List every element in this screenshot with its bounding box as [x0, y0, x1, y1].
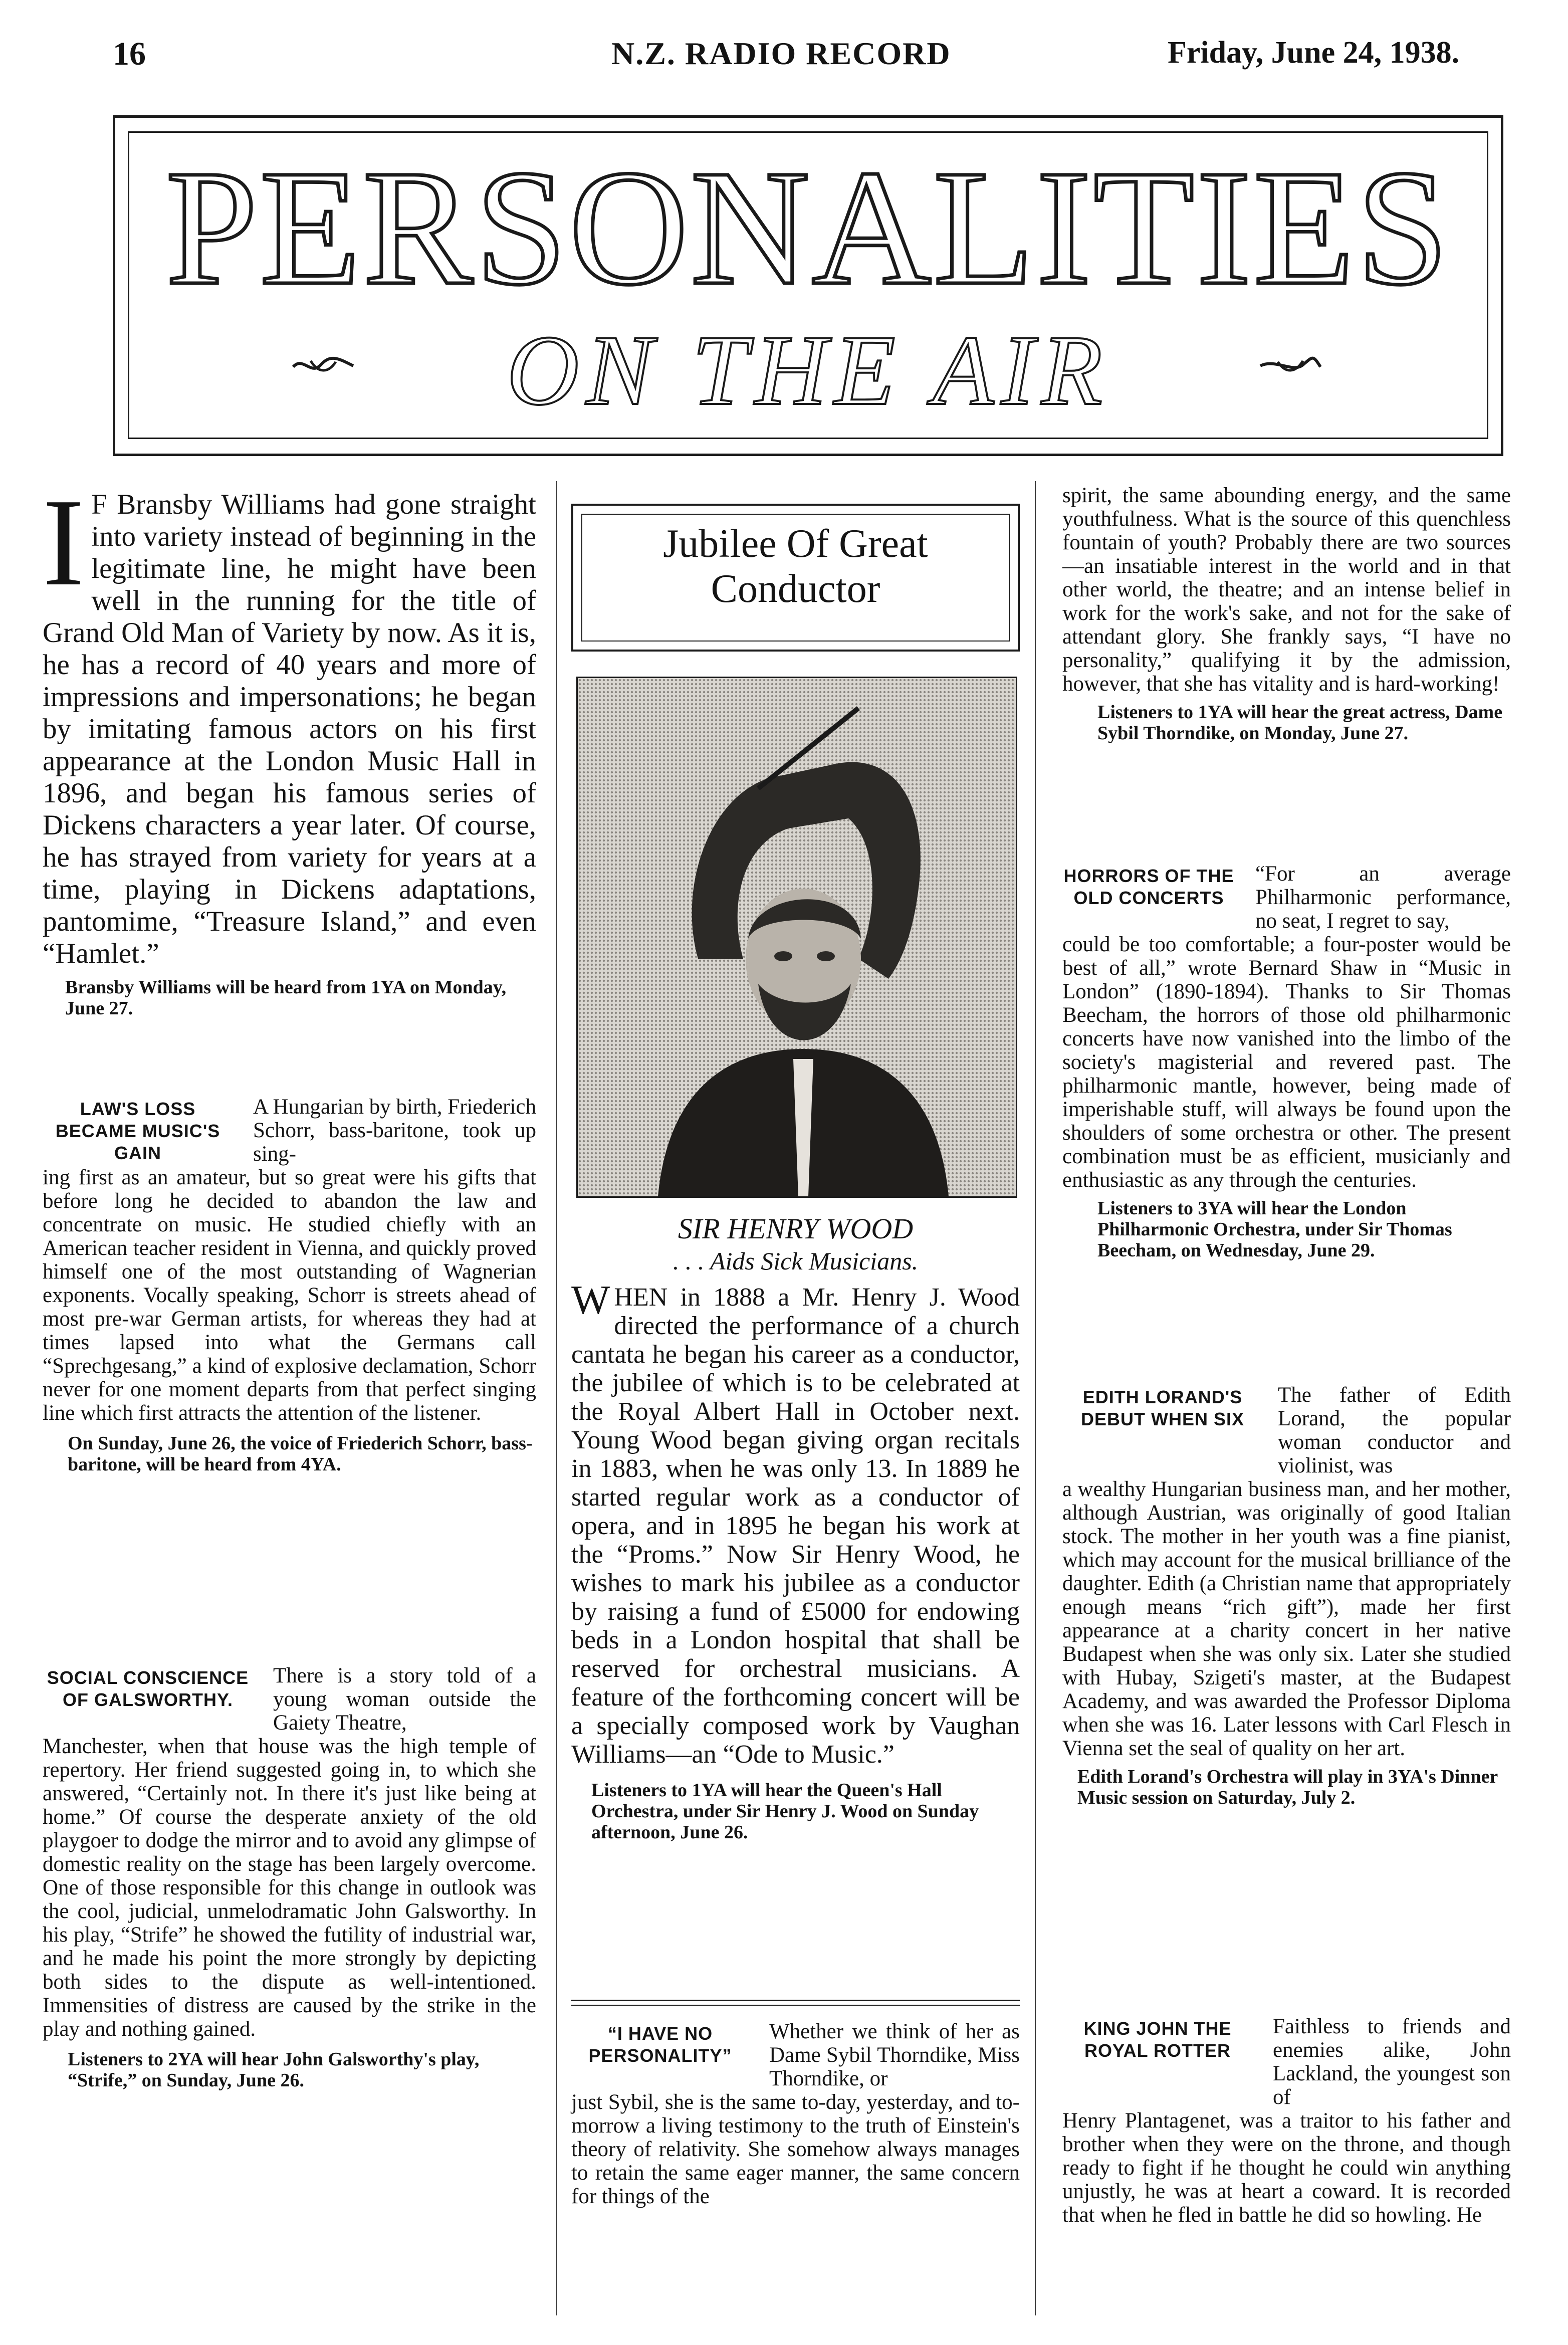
henry-wood-body-text: HEN in 1888 a Mr. Henry J. Wood directed the performance of a church cantata he began his career as a conductor, the jubilee of which is to be celebrated at the Royal Albert Hall in October next. Young Wood began giving organ recitals in 1883, when he was only 13. In 1889 he started regular work as a conductor of opera, and in 1895 he began his work at the “Proms.” Now Sir Henry Wood, he wishes to mark his jubilee as a conductor by raising a fund of £5000 for endowing beds in a London hospital that shall be reserved for orchestral musicians. A feature of the forthcoming concert will be a specially composed work by Vaughan Williams—an “Ode to Music.”	[571, 1283, 1020, 1769]
schorr-broadcast-note: On Sunday, June 26, the voice of Friederich Schorr, bass-baritone, will be heard from 4YA.	[68, 1433, 533, 1475]
beecham-body-text: could be too comfortable; a four-poster would be best of all,” wrote Bernard Shaw in “Music in London” (1890-1894). Thanks to Sir Thomas Beecham, the horrors of those old philharmonic concerts have now vanished into the limbo of the society's magisterial and revered past. The philharmonic mantle, however, being made of imperishable stuff, will always be found upon the shoulders of some orchestra or other. The present combination must be as efficient, musicianly and enthusiastic as any through the centuries.	[1062, 933, 1511, 1192]
schorr-subhead: LAW'S LOSS BECAME MUSIC'S GAIN	[55, 1099, 220, 1163]
beecham-lead-text: “For an average Philharmonic performance, no seat, I regret to say,	[1255, 862, 1511, 933]
schorr-body-text: ing first as an amateur, but so great were his gifts that before long he decided to abandon the law and concentrate on music. He studied chiefly with an American teacher resident in Vienna, and quickly proved himself one of the most outstanding of Wagnerian exponents. Vocally speaking, Schorr is streets ahead of most pre-war German artists, for whereas they had at times lapsed into what the Germans call “Sprechgesang,” a kind of explosive declamation, Schorr never for one moment departs from that perfect singing line which first attracts the attention of the listener.	[43, 1166, 536, 1425]
king-john-lead-text: Faithless to friends and enemies alike, John Lackland, the youngest son of	[1273, 2015, 1511, 2109]
beecham-article	[1062, 862, 1511, 1261]
galsworthy-article	[43, 1664, 536, 2091]
jubilee-headline: Jubilee Of Great Conductor	[663, 522, 928, 611]
beecham-broadcast-note: Listeners to 3YA will hear the London Philharmonic Orchestra, under Sir Thomas Beecham, on Wednesday, June 29.	[1097, 1198, 1452, 1261]
masthead-title: PERSONALITIES	[165, 136, 1451, 319]
lorand-lead-text: The father of Edith Lorand, the popular woman conductor and violinist, was	[1278, 1383, 1511, 1477]
bransby-intro-text: F Bransby Williams had gone straight into variety instead of beginning in the legitimate line, he might have been well in the running for the title of Grand Old Man of Variety by now. As it is, he has a record of 40 years and more of impressions and impersonations; he began by imitating famous actors on his first appearance at the London Music Hall in 1896, and began his famous series of Dickens characters a year later. Of course, he has strayed from variety for years at a time, playing in Dickens adaptations, pantomime, “Treasure Island,” and even “Hamlet.”	[43, 489, 536, 969]
lead-letter: W	[571, 1277, 610, 1323]
photo-caption-sub: . . . Aids Sick Musicians.	[673, 1247, 919, 1275]
masthead-subtitle: ON THE AIR	[507, 315, 1109, 426]
issue-date: Friday, June 24, 1938.	[1168, 36, 1460, 70]
king-john-body-text: Henry Plantagenet, was a traitor to his father and brother when they were on the throne, and though ready to fight if he thought he could win anything unjustly, he was at heart a coward. It is recorded that when he fled in battle he did so howling. He	[1062, 2109, 1511, 2227]
lorand-article	[1062, 1383, 1511, 1808]
lorand-body-text: a wealthy Hungarian business man, and her mother, although Austrian, was originally of good Italian stock. The mother in her youth was a fine pianist, which may account for the musical brilliance of the daughter. Edith (a Christian name that appropriately enough means “rich gift”), made her first appearance at a charity concert in her native Budapest when she was only six. Later she studied with Hubay, Szigeti's master, at the Budapest Academy, and was awarded the Professor Diploma when she was 16. Later lessons with Carl Flesch in Vienna set the seal of quality on her art.	[1062, 1477, 1511, 1760]
thorndike-continued	[1062, 484, 1511, 744]
page-number: 16	[113, 36, 146, 72]
beecham-subhead: HORRORS OF THE OLD CONCERTS	[1063, 866, 1234, 908]
galsworthy-lead-text: There is a story told of a young woman outside the Gaiety Theatre,	[273, 1664, 536, 1735]
thorndike-continued-text: spirit, the same abounding energy, and the same youthfulness. What is the source of this quenchless fountain of youth? Probably there are two sources —an insatiable interest in the world and in that other world, the theatre; and an intense belief in work for the work's sake, and not for the sake of attendant glory. She frankly says, “I have no personality,” qualifying it by the admission, however, that she has vitality and is hard-working!	[1062, 484, 1511, 696]
thorndike-lead-text: Whether we think of her as Dame Sybil Thorndike, Miss Thorndike, or	[769, 2020, 1020, 2090]
king-john-subhead: KING JOHN THE ROYAL ROTTER	[1083, 2018, 1232, 2061]
column-divider-2	[1035, 481, 1036, 2315]
galsworthy-subhead: SOCIAL CONSCIENCE OF GALSWORTHY.	[47, 1667, 249, 1710]
thorndike-article	[571, 2020, 1020, 2208]
column-divider-1	[556, 481, 557, 2315]
thorndike-body-text: just Sybil, she is the same to-day, yesterday, and to-morrow a living testimony to the truth of Einstein's theory of relativity. She somehow always manages to retain the same eager manner, the same concern for things of the	[571, 2090, 1020, 2208]
king-john-article	[1062, 2015, 1511, 2227]
section-rule-thin	[571, 2005, 1020, 2006]
thorndike-subhead: “I HAVE NO PERSONALITY”	[588, 2023, 732, 2066]
left-flourish-icon	[291, 351, 356, 381]
drop-cap: I	[43, 473, 85, 612]
conductor-portrait-image	[578, 678, 1016, 1196]
section-rule	[571, 2000, 1020, 2001]
lorand-broadcast-note: Edith Lorand's Orchestra will play in 3YA's Dinner Music session on Saturday, July 2.	[1077, 1766, 1498, 1808]
bransby-broadcast-note: Bransby Williams will be heard from 1YA on Monday, June 27.	[65, 977, 507, 1019]
lorand-subhead: EDITH LORAND'S DEBUT WHEN SIX	[1080, 1387, 1244, 1429]
publication-name: N.Z. RADIO RECORD	[611, 36, 951, 71]
henry-wood-article	[571, 1277, 1020, 1843]
schorr-lead-text: A Hungarian by birth, Friederich Schorr, bass-baritone, took up sing-	[253, 1095, 536, 1166]
right-flourish-icon	[1258, 351, 1323, 381]
schorr-article	[43, 1095, 536, 1475]
thorndike-broadcast-note: Listeners to 1YA will hear the great actress, Dame Sybil Thorndike, on Monday, June 27.	[1097, 702, 1503, 744]
photo-caption-name: SIR HENRY WOOD	[678, 1212, 914, 1245]
bransby-williams-article	[43, 473, 536, 1019]
galsworthy-broadcast-note: Listeners to 2YA will hear John Galsworthy's play, “Strife,” on Sunday, June 26.	[68, 2049, 480, 2091]
henry-wood-broadcast-note: Listeners to 1YA will hear the Queen's Hall Orchestra, under Sir Henry J. Wood on Sunday afternoon, June 26.	[591, 1780, 979, 1843]
sir-henry-wood-photo	[576, 677, 1017, 1198]
galsworthy-body-text: Manchester, when that house was the high temple of repertory. Her friend suggested going in, to which she answered, “Certainly not. In there it's just like being at home.” Of course the desperate anxiety of the old playgoer to dodge the mirror and to avoid any glimpse of domestic reality on the stage has been largely overcome. One of those responsible for this change in outlook was the cool, judicial, unmelodramatic John Galsworthy. In his play, “Strife” he showed the futility of industrial war, and he made his point the more strongly by depicting both sides to the dispute as well-intentioned. Immensities of distress are caused by the strike in the play and nothing gained.	[43, 1735, 536, 2041]
